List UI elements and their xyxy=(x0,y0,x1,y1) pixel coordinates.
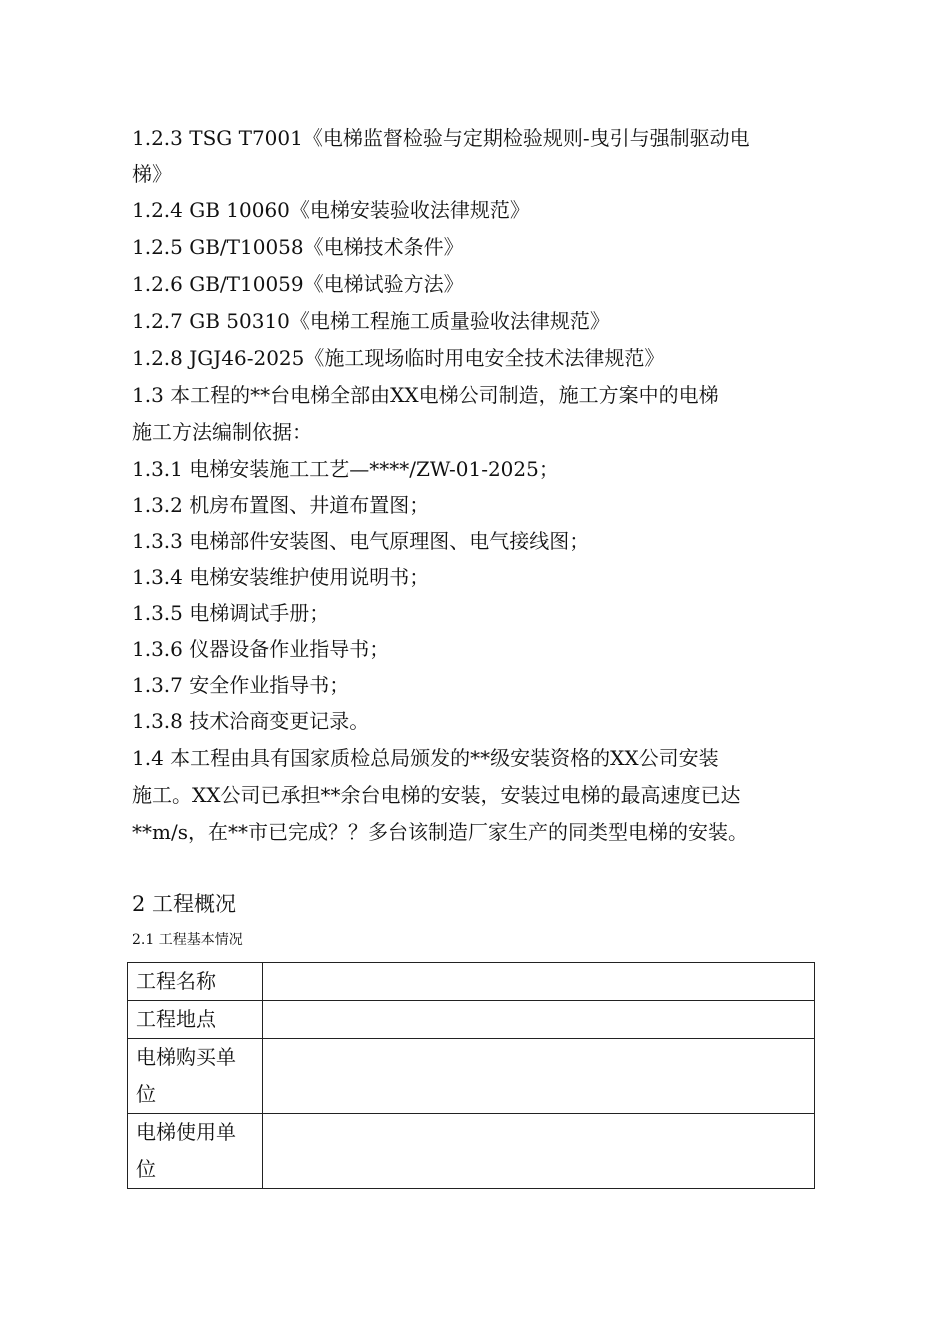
text-line: 梯》 xyxy=(132,162,172,186)
text-line: **m/s，在**市已完成？？多台该制造厂家生产的同类型电梯的安装。 xyxy=(132,820,748,844)
text-line: 1.3.3 电梯部件安装图、电气原理图、电气接线图； xyxy=(132,529,590,553)
table-label-cell: 工程地点 xyxy=(128,1001,263,1039)
text-line: 1.3 本工程的**台电梯全部由XX电梯公司制造，施工方案中的电梯 xyxy=(132,383,719,407)
text-line: 施工方法编制依据： xyxy=(132,420,312,444)
text-line: 1.3.4 电梯安装维护使用说明书； xyxy=(132,565,430,589)
text-line: 1.2.4 GB 10060《电梯安装验收法律规范》 xyxy=(132,198,530,222)
table-value-cell[interactable] xyxy=(263,1001,815,1039)
text-line: 1.2.8 JGJ46-2025《施工现场临时用电安全技术法律规范》 xyxy=(132,346,665,370)
text-line: 1.3.2 机房布置图、井道布置图； xyxy=(132,493,430,517)
project-info-table xyxy=(127,962,815,1189)
table-label-cell: 电梯使用单 位 xyxy=(128,1114,263,1189)
text-line: 1.3.1 电梯安装施工工艺—****/ZW-01-2025； xyxy=(132,457,559,481)
table-label-cell: 工程名称 xyxy=(128,963,263,1001)
table-value-cell[interactable] xyxy=(263,1039,815,1114)
text-line: 1.4 本工程由具有国家质检总局颁发的**级安装资格的XX公司安装 xyxy=(132,746,719,770)
text-line: 1.2.7 GB 50310《电梯工程施工质量验收法律规范》 xyxy=(132,309,610,333)
text-line: 1.2.3 TSG T7001《电梯监督检验与定期检验规则-曳引与强制驱动电 xyxy=(132,126,750,150)
text-line: 1.3.6 仪器设备作业指导书； xyxy=(132,637,390,661)
text-line: 1.3.5 电梯调试手册； xyxy=(132,601,330,625)
table-row xyxy=(128,1039,815,1114)
table-row xyxy=(128,1001,815,1039)
table-row xyxy=(128,1114,815,1189)
section-heading: 2 工程概况 xyxy=(132,892,237,916)
text-line: 1.2.6 GB/T10059《电梯试验方法》 xyxy=(132,272,464,296)
table-value-cell[interactable] xyxy=(263,963,815,1001)
text-line: 1.3.8 技术洽商变更记录。 xyxy=(132,709,370,733)
text-line: 1.3.7 安全作业指导书； xyxy=(132,673,350,697)
subsection-heading: 2.1 工程基本情况 xyxy=(132,932,243,948)
table-row xyxy=(128,963,815,1001)
text-line: 1.2.5 GB/T10058《电梯技术条件》 xyxy=(132,235,464,259)
table-value-cell[interactable] xyxy=(263,1114,815,1189)
text-line: 施工。XX公司已承担**余台电梯的安装，安装过电梯的最高速度已达 xyxy=(132,783,741,807)
table-label-cell: 电梯购买单 位 xyxy=(128,1039,263,1114)
